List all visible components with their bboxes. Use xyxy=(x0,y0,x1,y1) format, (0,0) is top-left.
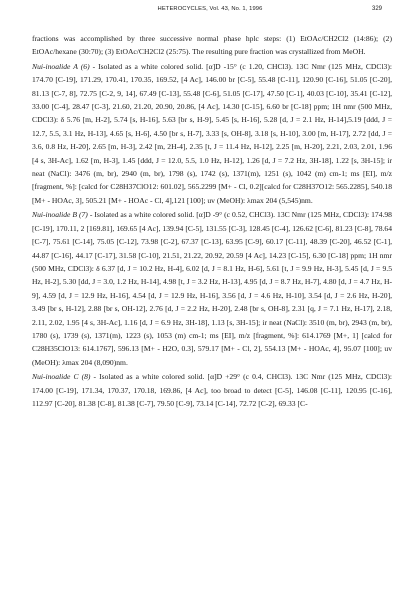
page-number: 329 xyxy=(371,6,382,12)
running-header xyxy=(0,6,420,20)
article-body xyxy=(32,32,392,410)
compound-a-title: Nui-inoalide A (6) xyxy=(32,61,90,71)
compound-b-title: Nui-inoalide B (7) xyxy=(32,210,88,220)
intro-paragraph xyxy=(32,32,392,59)
compound-c-paragraph xyxy=(32,370,392,410)
compound-a-paragraph xyxy=(32,60,392,207)
compound-b-paragraph xyxy=(32,208,392,369)
compound-c-title: Nui-inoalide C (8) xyxy=(32,372,91,382)
intro-text: fractions was accomplished by three successive normal phase hplc steps: (1) EtOAc/CH2Cl2 (14:86); (2) EtOAc/hexane (30:70); (3) EtOAc/CH2Cl2 (25:75). The resulting pure fraction was crystallized from MeOH. xyxy=(32,34,392,57)
compound-a-text: - Isolated as a white colored solid. [α]D -15° (c 1.20, CHCl3). 13C Nmr (125 MHz, CDCl3): 174.70 [C-19], 171.29, 170.41, 170.35, 169.52, [4 Ac], 146.00 br [C-5], 55.48 [C-11], 120.90 [C-16], 51.05 [C-20], 81.13 [C-7, 8], 72.75 [C-2, 9, 14], 67.49 [C-13], 55.48 [C-6], 51.05 [C-17], 47.50 [C-1], 40.03 [C-10], 35.41 [C-12], 33.00 [C-4], 28.47 [C-3], 21.60, 21.20, 20.90, 20.86, [4 Ac], 14.30 [C-15], 6.60 br [C-18] ppm; 1H nmr (500 MHz, CDCl3): δ 5.76 [m, H-2], 5.74 [s, H-16], 5.63 [br s, H-9], 5.45 [s, H-16], 5.28 [d, J = 2.1 Hz, H-14],5.19 [ddd, J = 12.7, 5.5, 3.1 Hz, H-13], 4.65 [s, H-6], 4.50 [br s, H-7], 3.33 [s, OH-8], 3.18 [s, H-10], 3.00 [m, H-17], 2.72 [dd, J = 3.6, 0.8 Hz, H-20], 2.65 [m, H-3], 2.42 [m, 2H-4], 2.35 [t, J = 11.4 Hz, H-12], 2.25 [m, H-20], 2.21, 2.03, 2.01, 1.96 [4 s, 3H-Ac], 1.62 [m, H-3], 1.45 [ddd, J = 12.0, 5.5, 1.0 Hz, H-12], 1.26 [d, J = 7.2 Hz, 3H-18], 1.22 [s, 3H-15]; ir neat (NaCl): 3476 (m, br), 2940 (m, br), 1798 (s), 1742 (s), 1371(m), 1251 (s), 1042 (m) cm-1; ms [EI], m/z [fragment, %]: [calcd for C28H37ClO12: 601.02], 565.2299 [M+ - Cl, 0.2][calcd for C28H37O12: 565.2285], 540.18 [M+ - HOAc, 3], 505.21 [M+ - HOAc - Cl, 4],121 [100]; uv (MeOH): λmax 204 (5,545)nm. xyxy=(32,61,392,205)
journal-citation: HETEROCYCLES, Vol. 43, No. 1, 1996 xyxy=(157,6,263,12)
compound-b-text: - Isolated as a white colored solid. [α]D -9° (c 0.52, CHCl3). 13C Nmr (125 MHz, CDCl3): 174.98 [C-19], 170.11, 2 [169.81], 169.65 [4 Ac], 139.94 [C-5], 131.55 [C-3], 128.45 [C-4], 126.62 [C-6], 81.23 [C-8], 78.64 [C-7], 75.61 [C-14], 75.05 [C-12], 73.98 [C-2], 67.37 [C-13], 63.95 [C-9], 60.17 [C-11], 48.39 [C-20], 46.52 [C-1], 44.87 [C-16], 44.17 [C-17], 31.58 [C-10], 21.51, 21.22, 20.92, 20.59 [4 Ac], 14.23 [C-15], 6.30 [C-18] ppm; 1H nmr (500 MHz, CDCl3): δ 6.37 [d, J = 10.2 Hz, H-4], 6.02 [d, J = 8.1 Hz, H-6], 5.61 [t, J = 9.9 Hz, H-3], 5.45 [d, J = 9.5 Hz, H-2], 5.30 [dd, J = 3.0, 1.2 Hz, H-14], 4.98 [t, J = 3.2 Hz, H-13], 4.95 [d, J = 8.7 Hz, H-7], 4.80 [d, J = 4.7 Hz, H-9], 4.59 [d, J = 12.9 Hz, H-16], 4.54 [d, J = 12.9 Hz, H-16], 3.56 [d, J = 4.6 Hz, H-10], 3.54 [d, J = 2.6 Hz, H-20], 3.49 [br s, H-12], 2.88 [br s, OH-12], 2.76 [d, J = 2.2 Hz, H-20], 2.48 [br s, OH-8], 2.31 [q, J = 7.1 Hz, H-17], 2.18, 2.11, 2.02, 1.95 [4 s, 3H-Ac], 1.16 [d, J = 6.9 Hz, 3H-18], 1.13 [s, 3H-15]; ir neat (NaCl): 3510 (m, br), 2943 (m, br), 1780 (s), 1739 (s), 1371(m), 1223 (s), 1053 (m) cm-1; ms [EI], m/z [fragment, %]: 614.1769 [M+, 1] [calcd for C28H35ClO13: 614.1767], 596.13 [M+ - H2O, 0.3], 579.17 [M+ - Cl, 2], 554.13 [M+ - HOAc, 4], 95.07 [100]; uv (MeOH): λmax 204 (8,090)nm. xyxy=(32,210,392,367)
compound-c-text: - Isolated as a white colored solid. [α]D +29° (c 0.4, CHCl3). 13C Nmr (125 MHz, CDCl3): 174.00 [C-19], 171.34, 170.37, 170.18, 169.86, [4 Ac], too broad to detect [C-5], 146.08 [C-11], 120.95 [C-16], 112.97 [C-20], 81.38 [C-8], 81.38 [C-7], 79.50 [C-9], 73.14 [C-14], 72.72 [C-2], 69.33 [C- xyxy=(32,372,392,408)
